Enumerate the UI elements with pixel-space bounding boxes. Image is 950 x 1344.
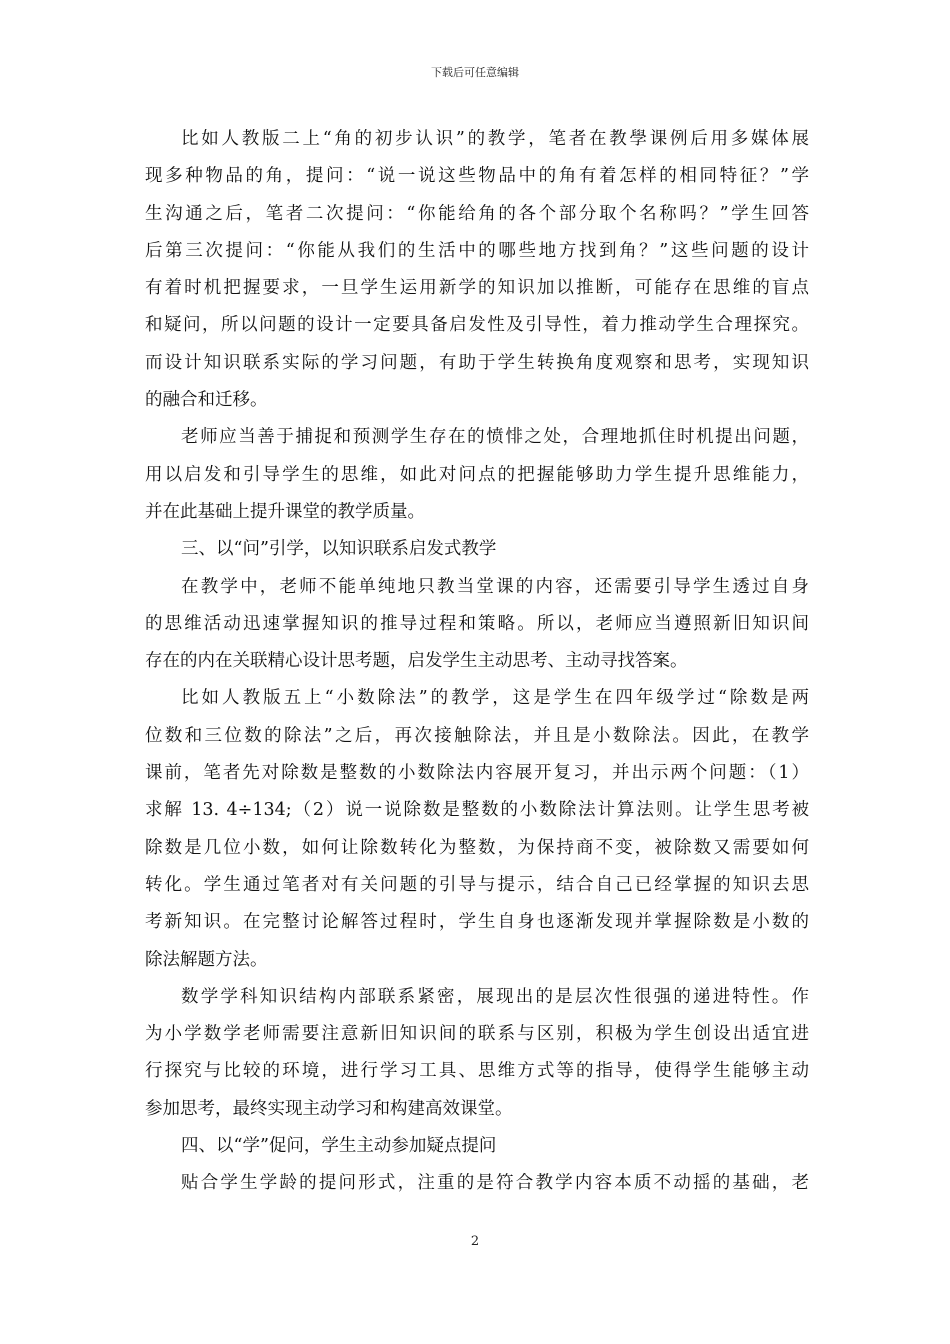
text-line: 后第三次提问：“你能从我们的生活中的哪些地方找到角？”这些问题的设计 — [145, 240, 809, 261]
text-line: 现多种物品的角，提问：“说一说这些物品中的角有着怎样的相同特征？”学 — [145, 166, 809, 187]
text-line: 存在的内在关联精心设计思考题，启发学生主动思考、主动寻找答案。 — [145, 651, 688, 672]
text-line: 并在此基础上提升课堂的教学质量。 — [145, 501, 425, 522]
text-line: 位数和三位数的除法”之后，再次接触除法，并且是小数除法。因此，在教学 — [145, 725, 809, 746]
text-line: 的思维活动迅速掌握知识的推导过程和策略。所以，老师应当遵照新旧知识间 — [145, 613, 809, 634]
text-line: 行探究与比较的环境，进行学习工具、思维方式等的指导，使得学生能够主动 — [145, 1061, 809, 1082]
text-line: 老师应当善于捕捉和预测学生存在的愤悱之处，合理地抓住时机提出问题， — [181, 427, 809, 448]
text-line: 课前，笔者先对除数是整数的小数除法内容展开复习，并出示两个问题：（1） — [145, 763, 809, 784]
paragraph-guide-thinking — [145, 569, 809, 681]
document-body — [145, 121, 809, 1203]
section-heading-four — [145, 1128, 809, 1165]
text-line: 的融合和迁移。 — [145, 390, 268, 411]
heading-line: 三、以“问”引学，以知识联系启发式教学 — [181, 539, 497, 560]
text-line: 和疑问，所以问题的设计一定要具备启发性及引导性，着力推动学生合理探究。 — [145, 315, 809, 336]
text-line: 数学学科知识结构内部联系紧密，展现出的是层次性很强的递进特性。作 — [181, 986, 809, 1007]
page-header: 下载后可任意编辑 — [431, 66, 519, 79]
text-line: 除法解题方法。 — [145, 949, 268, 970]
text-line: 参加思考，最终实现主动学习和构建高效课堂。 — [145, 1098, 513, 1119]
text-line: 贴合学生学龄的提问形式，注重的是符合教学内容本质不动摇的基础，老 — [181, 1173, 809, 1194]
paragraph-decimal-division — [145, 680, 809, 978]
paragraph-angle-lesson — [145, 121, 809, 419]
text-line: 生沟通之后，笔者二次提问：“你能给角的各个部分取个名称吗？”学生回答 — [145, 203, 809, 224]
text-line: 有着时机把握要求，一旦学生运用新学的知识加以推断，可能存在思维的盲点 — [145, 278, 809, 299]
paragraph-teacher-capture — [145, 419, 809, 531]
text-line: 考新知识。在完整讨论解答过程时，学生自身也逐渐发现并掌握除数是小数的 — [145, 912, 809, 933]
section-heading-three — [145, 531, 809, 568]
text-line: 除数是几位小数，如何让除数转化为整数，为保持商不变，被除数又需要如何 — [145, 837, 809, 858]
text-line: 比如人教版二上“角的初步认识”的教学，笔者在教學课例后用多媒体展 — [181, 129, 809, 149]
text-line: 比如人教版五上“小数除法”的教学，这是学生在四年级学过“除数是两 — [181, 688, 809, 709]
paragraph-questioning-form — [145, 1165, 809, 1202]
text-line: 求解 13. 4÷134;（2）说一说除数是整数的小数除法计算法则。让学生思考被 — [145, 800, 809, 821]
text-line: 而设计知识联系实际的学习问题，有助于学生转换角度观察和思考，实现知识 — [145, 352, 809, 373]
text-line: 转化。学生通过笔者对有关问题的引导与提示，结合自己已经掌握的知识去思 — [145, 874, 809, 895]
text-line: 用以启发和引导学生的思维，如此对问点的把握能够助力学生提升思维能力， — [145, 464, 809, 485]
text-line: 在教学中，老师不能单纯地只教当堂课的内容，还需要引导学生透过自身 — [181, 576, 809, 597]
page-number: 2 — [470, 1234, 480, 1249]
text-line: 为小学数学老师需要注意新旧知识间的联系与区别，积极为学生创设出适宜进 — [145, 1024, 809, 1045]
heading-line: 四、以“学”促问，学生主动参加疑点提问 — [181, 1136, 497, 1157]
paragraph-knowledge-structure — [145, 979, 809, 1128]
